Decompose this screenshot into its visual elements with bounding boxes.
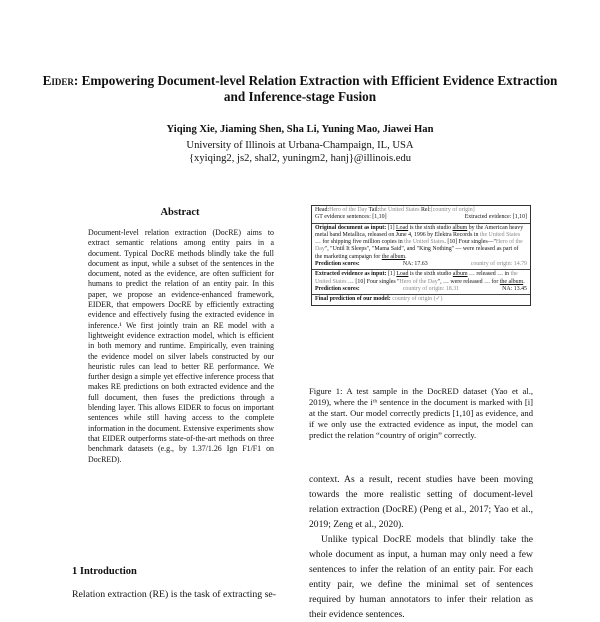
intro-heading: 1 Introduction (72, 566, 137, 577)
prediction-scores-1: Prediction scores: NA: 17.63 country of origin: 14.79 (315, 261, 527, 268)
head-entity: Hero of the Day (329, 207, 368, 213)
tail-entity: the United States (379, 207, 420, 213)
affiliation-block (40, 139, 560, 165)
title-model-name: Eider (42, 73, 74, 88)
final-prediction-row: Final prediction of our model: country of origin (✓) (315, 296, 443, 303)
prediction-scores-2: Prediction scores: country of origin: 18.31 NA: 13.45 (315, 285, 527, 292)
figure-head-row: Head:Hero of the Day Tail:the United States Rel:[country of origin] GT evidence sentences: [1,10] Extracted evidence: [1,10] (312, 206, 530, 224)
body-paragraph: Unlike typical DocRE models that blindly take the whole document as input, a human may only need a few sentences to infer the relation of an entity pair. For each entity pair, we define the minimal set of sentences required by human annotators to infer their relation as their evidence sentences. (309, 534, 533, 620)
affiliation: University of Illinois at Urbana-Champaign, IL, USA (186, 140, 414, 151)
abstract-text: Document-level relation extraction (DocRE) aims to extract semantic relations among entity pairs in a document. Typical DocRE methods blindly take the full document as input, while a subset of the sentences in the document, noted as the evidence, are often sufficient for humans to predict the relation of an entity pair. In this paper, we propose an evidence-enhanced framework, EIDER, that empowers DocRE by efficiently extracting evidence and effectively fusing the extracted evidence in inference.¹ We first jointly train an RE model with a lightweight evidence extraction model, which is efficient in both memory and runtime. Empirically, even training the evidence model on silver labels constructed by our heuristic rules can lead to better RE performance. We further design a simple yet effective inference process that makes RE predictions on both extracted evidence and the full document, then fuses the predictions through a blending layer. This allows EIDER to focus on important sentences while still having access to the complete information in the document. Extensive experiments show that EIDER outperforms state-of-the-art methods on three benchmark datasets (e.g., by 1.37/1.26 Ign F1/F1 on DocRED). (88, 228, 274, 464)
body-paragraph: context. As a result, recent studies have been moving towards the more realistic setting of document-level relation extraction (DocRE) (Peng et al., 2017; Yao et al., 2019; Zeng et al., 2020). (309, 474, 533, 530)
extracted-evidence-row: Extracted evidence as input: [1] Load is the sixth studio album … released … in the United States … [10] Four singles "Hero of the Day", … were released … for the album. Prediction scores: country of origin: 18.31 NA: 13.45 (312, 270, 530, 295)
emails: {xyiqing2, js2, shal2, yuningm2, hanj}@illinois.edu (188, 153, 412, 164)
relation: [country of origin] (430, 207, 475, 213)
original-document-row: Original document as input: [1] Load is the sixth studio album by the American heavy metal band Metallica, released on June 4, 1996 by Elektra Records in the United States … for shipping five million copies in the United States. [10] Four singles—"Hero of the Day", "Until It Sleeps", "Mama Said", and "King Nothing" — were released as part of the marketing campaign for the album. Prediction scores: NA: 17.63 country of origin: 14.79 (312, 224, 530, 271)
figure-caption: Figure 1: A test sample in the DocRED dataset (Yao et al., 2019), where the iᵗʰ sentence in the document is marked with [i] at the start. Our model correctly predicts [1,10] as evidence, and if we only use the extracted evidence as input, the model can predict the relation “country of origin” correctly. (309, 386, 533, 440)
intro-first-line: Relation extraction (RE) is the task of extracting se- (72, 589, 277, 600)
paper-title (40, 73, 560, 105)
figure-1-box (311, 205, 531, 306)
title-text: : Empowering Document-level Relation Extraction with Efficient Evidence Extraction and Inference-stage Fusion (73, 73, 558, 104)
evidence-row: GT evidence sentences: [1,10] Extracted evidence: [1,10] (315, 214, 527, 221)
authors: Yiqing Xie, Jiaming Shen, Sha Li, Yuning Mao, Jiawei Han (166, 124, 434, 135)
abstract-heading: Abstract (160, 207, 200, 218)
